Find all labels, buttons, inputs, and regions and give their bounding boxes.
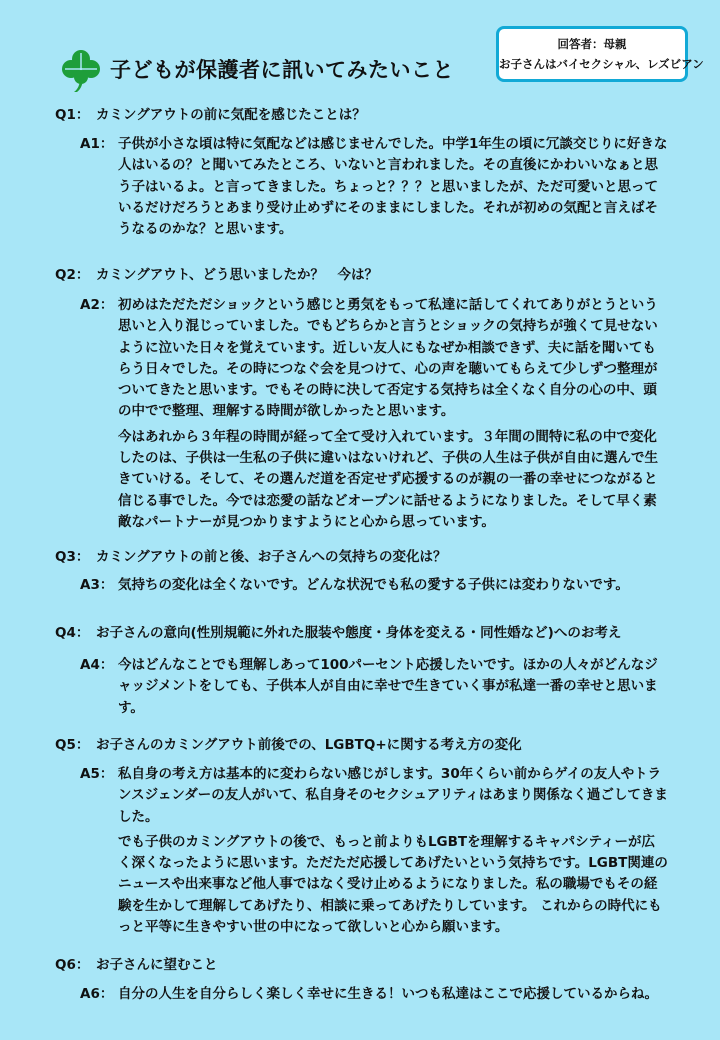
question-text: カミングアウトの前と後、お子さんへの気持ちの変化は？ xyxy=(96,549,447,565)
answer-label: A4： xyxy=(80,657,114,673)
question-text: お子さんのカミングアウト前後での、LGBTQ+に関する考え方の変化 xyxy=(96,737,522,753)
question-label: Q4： xyxy=(55,625,90,641)
answer-paragraph: 気持ちの変化は全くないです。どんな状況でも私の愛する子供には変わりないです。 xyxy=(118,577,629,593)
question-text: カミングアウト、どう思いましたか？ 今は？ xyxy=(96,267,379,283)
header xyxy=(0,0,720,100)
question-label: Q3： xyxy=(55,549,90,565)
page-title: 子どもが保護者に訊いてみたいこと xyxy=(110,58,454,82)
answer-label: A3： xyxy=(80,577,114,593)
respondent-box xyxy=(496,26,704,82)
answer-paragraph: でも子供のカミングアウトの後で、もっと前よりもLGBTを理解するキャパシティーが広く深くなったように思います。ただただ応援してあげたいという気持ちです。LGBT関連のニュースや出来事など他人事ではなく受け止めるようになりました。私の職場でもその経験を生かして理解してあげたり、相談に乗ってあげたりしています。 これからの時代にもっと平等に生きやすい世の中になって欲しいと心から願います。 xyxy=(118,833,668,936)
answer-paragraph: 今はあれから３年程の時間が経って全て受け入れています。３年間の間特に私の中で変化したのは、子供は一生私の子供に違いはないけれど、子供の人生は子供が自由に選んで生きていける。そして、その選んだ道を否定せず応援するのが親の一番の幸せにつながると信じる事でした。今では恋愛の話などオープンに話せるようになりました。そして早く素敵なパートナーが見つかりますようにと心から思っています。 xyxy=(118,428,658,530)
answer-paragraph: 自分の人生を自分らしく楽しく幸せに生きる！いつも私達はここで応援しているからね。 xyxy=(118,986,658,1002)
question-label: Q1： xyxy=(55,107,90,123)
answer-label: A2： xyxy=(80,297,114,313)
answer-label: A5： xyxy=(80,766,114,782)
question-label: Q6： xyxy=(55,957,90,973)
clover-icon xyxy=(58,47,104,93)
child-identity: お子さんはバイセクシャル、レズビアン xyxy=(499,57,704,71)
answer-paragraph: 私自身の考え方は基本的に変わらない感じがします。30年くらい前からゲイの友人やトランスジェンダーの友人がいて、私自身そのセクシュアリティはあまり関係なく過ごしてきました。 xyxy=(118,766,668,825)
answer-paragraph: 子供が小さな頃は特に気配などは感じませんでした。中学1年生の頃に冗談交じりに好きな人はいるの？と聞いてみたところ、いないと言われました。その直後にかわいいなぁと思う子はいるよ。と言ってきました。ちょっと？？？と思いましたが、ただ可愛いと思っているだけだろうとあまり受け止めずにそのままにしました。それが初めの気配と言えばそうなるのかな？と思います。 xyxy=(118,136,668,238)
respondent-label: 回答者：母親 xyxy=(557,37,627,51)
answer-paragraph: 今はどんなことでも理解しあって100パーセント応援したいです。ほかの人々がどんなジャッジメントをしても、子供本人が自由に幸せで生きていく事が私達一番の幸せと思います。 xyxy=(118,657,658,716)
answer-label: A1： xyxy=(80,136,114,152)
question-text: お子さんに望むこと xyxy=(96,957,218,973)
question-text: お子さんの意向(性別規範に外れた服装や態度・身体を変える・同性婚など)へのお考え xyxy=(96,625,622,641)
question-text: カミングアウトの前に気配を感じたことは？ xyxy=(96,107,366,123)
answer-paragraph: 初めはただただショックという感じと勇気をもって私達に話してくれてありがとうという思いと入り混じっていました。でもどちらかと言うとショックの気持ちが強くて見せないように泣いた日々を覚えています。近しい友人にもなぜか相談できず、夫に話を聞いてもらう日々でした。その時につなぐ会を見つけて、心の声を聴いてもらえて少しずつ整理がついてきたと思います。でもその時に決して否定する気持ちは全くなく自分の心の中、頭の中でで整理、理解する時間が欲しかったと思います。 xyxy=(118,297,658,420)
question-label: Q2： xyxy=(55,267,90,283)
answer-label: A6： xyxy=(80,986,114,1002)
question-label: Q5： xyxy=(55,737,90,753)
